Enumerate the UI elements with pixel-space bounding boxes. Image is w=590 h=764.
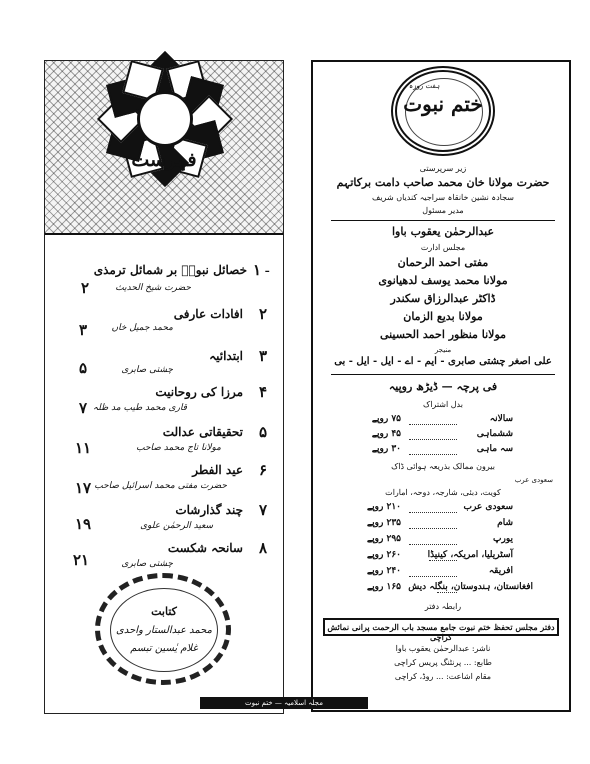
magazine-logo-emblem [391, 66, 495, 156]
toc-number: ۸ [259, 541, 268, 557]
toc-page: ۳ [79, 323, 88, 339]
rate-row [343, 414, 543, 428]
rate-label: آسٹریلیا، امریکہ، کینیڈا [427, 550, 513, 560]
toc-author: چشتی صابری [121, 365, 173, 375]
printer-line: طابع: ... پرنٹنگ پریس کراچی [394, 658, 492, 667]
toc-title: سانحہ شکست [167, 541, 243, 555]
board-label: مجلس ادارت [420, 243, 466, 252]
rate-row [343, 429, 543, 443]
magazine-logo-text: ختم نبوت [403, 92, 483, 116]
toc-author: سعید الرحمٰن علوی [140, 521, 213, 531]
toc-number: ۴ [259, 385, 268, 401]
toc-page: ۷ [79, 401, 88, 417]
toc-author: چشتی صابری [121, 559, 173, 569]
footer-strip: مجلہ اسلامیہ — ختم نبوت [200, 697, 368, 709]
board-member: مفتی احمد الرحمان [397, 256, 489, 269]
logo-subtitle: ہفت روزہ [409, 82, 440, 90]
toc-title: مرزا کی روحانیت [155, 385, 243, 399]
rate-label: یورپ [493, 534, 513, 544]
price-per-issue: فی پرچہ — ڈیڑھ روپیہ [388, 380, 498, 393]
rate-amount: ۲۹۵ روپے [366, 534, 401, 544]
toc-title: عید الفطر [192, 463, 243, 477]
contents-title: فہرست [131, 149, 197, 171]
toc-author: حضرت شیخ الحدیث [115, 283, 191, 293]
toc-author: قاری محمد طیب مد ظلہ [92, 403, 187, 413]
patron-subtitle: سجادہ نشین خانقاہ سراجیہ کندیاں شریف [372, 193, 514, 202]
board-member: مولانا بدیع الزمان [403, 310, 483, 323]
calligrapher-credits [95, 573, 231, 685]
rate-amount: ۲۶۰ روپے [366, 550, 401, 560]
rate-label: سہ ماہی [476, 444, 513, 454]
rate-amount: ۱۶۵ روپے [366, 582, 401, 592]
rate-label: افغانستان، ہندوستان، بنگلہ دیش [408, 582, 533, 592]
rate-amount: ۴۵ روپے [371, 429, 401, 439]
toc-title: خصائل نبویؐ بر شمائل ترمذی [93, 263, 247, 277]
manager-name: علی اصغر چشتی صابری - ایم - اے - ایل - ایل - بی [334, 356, 552, 367]
rate-amount: ۷۵ روپے [371, 414, 401, 424]
toc-page: ۱۱ [75, 441, 92, 457]
editor-label: مدیر مسئول [422, 206, 464, 215]
rate-row [343, 550, 543, 564]
toc-title: ابتدائیہ [209, 349, 243, 363]
office-address-box [323, 618, 559, 642]
toc-page: ۱۷ [75, 481, 92, 497]
toc-number: ۱ - [253, 263, 270, 279]
rate-amount: ۲۴۰ روپے [366, 566, 401, 576]
subscription-label: بدل اشتراک [423, 400, 463, 409]
toc-author: مولانا تاج محمد صاحب [136, 443, 221, 453]
rate-row [343, 444, 543, 458]
toc-number: ۵ [259, 425, 268, 441]
rate-row [343, 502, 543, 516]
rate-label: شام [497, 518, 513, 528]
patron-label: زیر سرپرستی [419, 164, 467, 173]
office-address: دفتر مجلس تحفظ ختم نبوت جامع مسجد باب الرحمت پرانی نمائش کراچی [327, 622, 555, 642]
foreign-label: بیرون ممالک بذریعہ ہوائی ڈاک [391, 462, 495, 471]
toc-number: ۷ [259, 503, 268, 519]
contact-label: رابطہ دفتر [424, 602, 462, 611]
gulf-label: کویت، دبئی، شارجہ، دوحہ، امارات [385, 488, 501, 497]
credits-name-1: محمد عبدالستار واحدی [116, 625, 212, 636]
divider [331, 220, 555, 221]
toc-author: محمد جمیل خاں [111, 323, 173, 333]
toc-page: ۵ [79, 361, 88, 377]
masthead-panel [311, 60, 571, 712]
toc-page: ۲۱ [73, 553, 90, 569]
rate-amount: ۲۱۰ روپے [366, 502, 401, 512]
toc-title: تحقیقاتی عدالت [162, 425, 243, 439]
toc-title: افادات عارفی [173, 307, 243, 321]
rate-amount: ۲۳۵ روپے [366, 518, 401, 528]
foreign-sub: سعودی عرب [514, 476, 553, 484]
credits-name-2: غلام یٰسین تبسم [130, 643, 198, 654]
rate-row [343, 566, 543, 580]
board-member: مولانا منظور احمد الحسینی [379, 328, 507, 341]
rate-label: ششماہی [476, 429, 513, 439]
toc-page: ۱۹ [75, 517, 92, 533]
rate-label: سعودی عرب [463, 502, 513, 512]
toc-number: ۶ [259, 463, 268, 479]
board-member: ڈاکٹر عبدالرزاق سکندر [390, 292, 496, 305]
rate-row [343, 534, 543, 548]
editor-name: عبدالرحمٰن یعقوب باوا [391, 225, 495, 238]
publisher-line: ناشر: عبدالرحمٰن یعقوب باوا [395, 644, 491, 653]
rate-row [343, 518, 543, 532]
rate-amount: ۳۰ روپے [371, 444, 401, 454]
toc-number: ۳ [259, 349, 268, 365]
rate-label: افریقہ [488, 566, 513, 576]
toc-number: ۲ [259, 307, 268, 323]
divider [331, 374, 555, 375]
toc-title: چند گذارشات [175, 503, 243, 517]
publication-place: مقام اشاعت: ... روڈ، کراچی [394, 672, 492, 681]
contents-panel [44, 60, 284, 714]
board-member: مولانا محمد یوسف لدھیانوی [378, 274, 508, 287]
manager-label: منیجر [434, 346, 452, 354]
rate-label: سالانہ [489, 414, 513, 424]
toc-page: ۲ [81, 281, 90, 297]
toc-author: حضرت مفتی محمد اسرائیل صاحب [94, 481, 227, 491]
credits-heading: کتابت [151, 605, 177, 618]
rate-row [343, 582, 543, 596]
patron-name: حضرت مولانا خان محمد صاحب دامت برکاتہم [336, 176, 550, 189]
